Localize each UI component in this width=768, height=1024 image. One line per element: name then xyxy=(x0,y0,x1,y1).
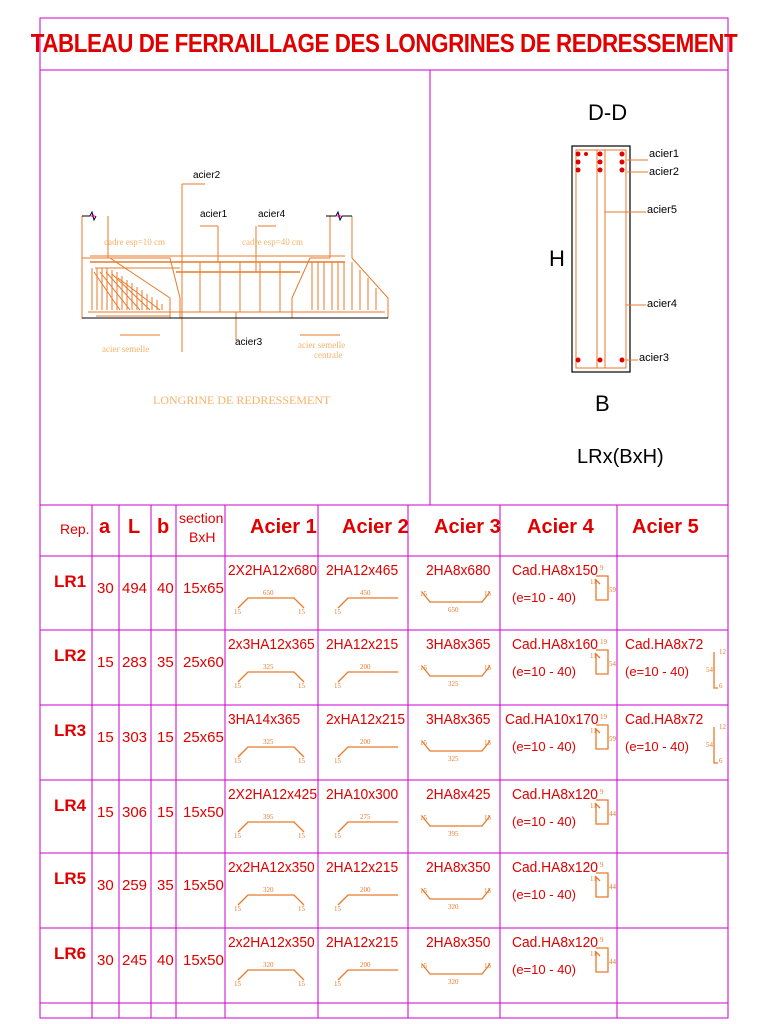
acier4-dim-side: 44 xyxy=(609,810,616,818)
acier4-dim-hook: 11 xyxy=(590,727,597,735)
row-rep: LR5 xyxy=(54,869,87,888)
acier4-dim-top: 9 xyxy=(600,861,604,869)
acier3-shape xyxy=(422,889,490,899)
acier2-dim-length: 450 xyxy=(360,589,371,597)
acier2-shape xyxy=(338,970,398,980)
acier2-dim-length: 200 xyxy=(360,961,371,969)
elevation-note-footing-right: acier semelle xyxy=(298,340,346,350)
row-b: 15 xyxy=(157,729,174,746)
acier4-dim-top: 19 xyxy=(600,638,607,646)
acier3-dim-length: 325 xyxy=(448,755,459,763)
acier1-shape xyxy=(238,895,304,905)
acier1-dim-length: 395 xyxy=(263,813,274,821)
row-acier4-spacing: (e=10 - 40) xyxy=(512,739,576,754)
acier5-dim-side: 54 xyxy=(706,666,713,674)
acier1-dim-hook-right: 15 xyxy=(298,905,305,913)
header-acier2: Acier 2 xyxy=(342,516,409,538)
row-acier4-spacing: (e=10 - 40) xyxy=(512,664,576,679)
row-L: 259 xyxy=(122,877,148,894)
acier4-stirrup-shape xyxy=(596,725,608,749)
acier4-dim-side: 54 xyxy=(609,660,616,668)
acier1-dim-hook-left: 15 xyxy=(234,757,241,765)
acier3-dim-hook-left: 15 xyxy=(420,887,427,895)
row-acier4: Cad.HA8x120 xyxy=(512,934,598,951)
row-acier5: Cad.HA8x72 xyxy=(625,711,704,728)
row-acier2: 2xHA12x215 xyxy=(326,711,406,728)
row-section: 15x50 xyxy=(183,804,224,821)
acier4-dim-hook: 11 xyxy=(590,578,597,586)
acier5-pin-shape xyxy=(714,652,718,688)
row-L: 283 xyxy=(122,654,148,671)
acier4-dim-side: 44 xyxy=(609,958,616,966)
row-acier3: 3HA8x365 xyxy=(426,711,491,728)
elevation-note-footing-right-2: centrale xyxy=(314,350,343,360)
header-acier5: Acier 5 xyxy=(632,516,699,538)
section-label-acier5: acier5 xyxy=(647,204,677,216)
acier4-stirrup-shape xyxy=(596,873,608,897)
row-acier2: 2HA12x215 xyxy=(326,859,399,876)
acier1-dim-hook-left: 15 xyxy=(234,682,241,690)
header-acier4: Acier 4 xyxy=(527,516,594,538)
acier5-dim-top: 12 xyxy=(719,723,726,731)
acier1-shape xyxy=(238,970,304,980)
row-acier1: 2x3HA12x365 xyxy=(228,636,315,653)
row-a: 30 xyxy=(97,877,114,894)
row-a: 30 xyxy=(97,952,114,969)
section-label-acier1: acier1 xyxy=(649,148,679,160)
acier3-dim-hook-left: 15 xyxy=(420,739,427,747)
acier4-dim-side: 44 xyxy=(609,883,616,891)
acier3-dim-length: 650 xyxy=(448,606,459,614)
section-label-acier3: acier3 xyxy=(639,352,669,364)
row-acier1: 2x2HA12x350 xyxy=(228,934,315,951)
header-acier1: Acier 1 xyxy=(250,516,317,538)
acier3-dim-hook-right: 15 xyxy=(484,814,491,822)
acier2-dim-length: 200 xyxy=(360,886,371,894)
acier4-stirrup-shape xyxy=(596,800,608,824)
acier4-dim-hook: 11 xyxy=(590,652,597,660)
row-rep: LR2 xyxy=(54,646,87,665)
row-L: 303 xyxy=(122,729,148,746)
acier2-dim-hook: 15 xyxy=(334,757,341,765)
elevation-note-stirrups-left: cadre esp=10 cm xyxy=(104,237,166,247)
acier2-dim-hook: 15 xyxy=(334,905,341,913)
elevation-note-footing-left: acier semelle xyxy=(102,344,150,354)
acier3-dim-hook-left: 15 xyxy=(420,962,427,970)
acier4-dim-hook: 11 xyxy=(590,950,597,958)
acier3-shape xyxy=(422,964,490,974)
row-acier5-spacing: (e=10 - 40) xyxy=(625,739,689,754)
acier1-dim-hook-left: 15 xyxy=(234,832,241,840)
row-section: 25x65 xyxy=(183,729,224,746)
elevation-label-acier2: acier2 xyxy=(193,170,221,181)
acier4-dim-top: 9 xyxy=(600,936,604,944)
section-label-acier4: acier4 xyxy=(647,298,677,310)
acier4-dim-top: 9 xyxy=(600,788,604,796)
row-acier3: 2HA8x680 xyxy=(426,562,491,579)
row-b: 35 xyxy=(157,877,174,894)
section-height-label: H xyxy=(549,246,565,271)
acier4-dim-side: 59 xyxy=(609,586,616,594)
header-bxh: BxH xyxy=(189,529,216,545)
acier5-pin-shape xyxy=(714,727,718,763)
acier1-dim-hook-right: 15 xyxy=(298,682,305,690)
row-acier3: 2HA8x425 xyxy=(426,786,491,803)
acier3-dim-hook-right: 15 xyxy=(484,887,491,895)
row-rep: LR3 xyxy=(54,721,87,740)
row-acier4: Cad.HA8x120 xyxy=(512,786,598,803)
row-b: 15 xyxy=(157,804,174,821)
acier2-dim-hook: 15 xyxy=(334,682,341,690)
acier3-dim-length: 320 xyxy=(448,978,459,986)
row-rep: LR1 xyxy=(54,572,87,591)
row-acier2: 2HA12x215 xyxy=(326,636,399,653)
acier2-shape xyxy=(338,747,398,757)
acier1-dim-hook-right: 15 xyxy=(298,757,305,765)
acier1-dim-hook-left: 15 xyxy=(234,905,241,913)
acier2-shape xyxy=(338,895,398,905)
row-L: 245 xyxy=(122,952,148,969)
elevation-label-acier3: acier3 xyxy=(235,337,263,348)
row-section: 15x50 xyxy=(183,952,224,969)
row-b: 40 xyxy=(157,952,174,969)
row-acier3: 2HA8x350 xyxy=(426,859,491,876)
acier1-dim-hook-left: 15 xyxy=(234,980,241,988)
acier2-shape xyxy=(338,822,398,832)
row-acier1: 2X2HA12x425 xyxy=(228,786,318,803)
acier4-dim-side: 59 xyxy=(609,735,616,743)
acier1-dim-hook-right: 15 xyxy=(298,608,305,616)
acier3-dim-hook-right: 15 xyxy=(484,590,491,598)
acier2-dim-length: 275 xyxy=(360,813,371,821)
acier1-dim-length: 325 xyxy=(263,738,274,746)
elevation-label-acier1: acier1 xyxy=(200,209,228,220)
acier1-dim-length: 320 xyxy=(263,961,274,969)
acier1-dim-hook-right: 15 xyxy=(298,832,305,840)
row-acier4: Cad.HA8x160 xyxy=(512,636,598,653)
row-acier1: 2x2HA12x350 xyxy=(228,859,315,876)
acier2-dim-hook: 15 xyxy=(334,608,341,616)
acier3-dim-hook-right: 15 xyxy=(484,739,491,747)
section-caption: LRx(BxH) xyxy=(577,446,664,468)
row-rep: LR4 xyxy=(54,796,87,815)
row-acier4: Cad.HA10x170 xyxy=(505,711,599,728)
acier1-dim-hook-left: 15 xyxy=(234,608,241,616)
acier1-dim-length: 325 xyxy=(263,663,274,671)
header-rep: Rep. xyxy=(60,521,90,537)
acier2-dim-hook: 15 xyxy=(334,980,341,988)
row-acier1: 3HA14x365 xyxy=(228,711,301,728)
acier4-dim-hook: 11 xyxy=(590,802,597,810)
row-b: 40 xyxy=(157,580,174,597)
acier1-shape xyxy=(238,747,304,757)
acier4-stirrup-shape xyxy=(596,576,608,600)
row-rep: LR6 xyxy=(54,944,87,963)
row-acier2: 2HA12x465 xyxy=(326,562,399,579)
row-acier4: Cad.HA8x120 xyxy=(512,859,598,876)
row-acier4-spacing: (e=10 - 40) xyxy=(512,814,576,829)
acier2-dim-length: 200 xyxy=(360,738,371,746)
row-section: 15x50 xyxy=(183,877,224,894)
header-acier3: Acier 3 xyxy=(434,516,501,538)
acier2-dim-length: 200 xyxy=(360,663,371,671)
row-acier2: 2HA10x300 xyxy=(326,786,399,803)
acier3-dim-length: 320 xyxy=(448,903,459,911)
section-label-acier2: acier2 xyxy=(649,166,679,178)
row-b: 35 xyxy=(157,654,174,671)
acier4-stirrup-shape xyxy=(596,948,608,972)
elevation-label-acier4: acier4 xyxy=(258,209,286,220)
row-a: 15 xyxy=(97,654,114,671)
row-L: 494 xyxy=(122,580,148,597)
row-acier4-spacing: (e=10 - 40) xyxy=(512,590,576,605)
header-section: section xyxy=(179,510,224,526)
acier4-dim-hook: 11 xyxy=(590,875,597,883)
row-section: 15x65 xyxy=(183,580,224,597)
acier3-shape xyxy=(422,666,490,676)
acier4-dim-top: 9 xyxy=(600,564,604,572)
row-acier4-spacing: (e=10 - 40) xyxy=(512,887,576,902)
acier4-stirrup-shape xyxy=(596,650,608,674)
acier5-dim-top: 12 xyxy=(719,648,726,656)
row-section: 25x60 xyxy=(183,654,224,671)
row-acier3: 2HA8x350 xyxy=(426,934,491,951)
page-title: TABLEAU DE FERRAILLAGE DES LONGRINES DE REDRESSEMENT xyxy=(30,27,738,58)
acier2-shape xyxy=(338,672,398,682)
elevation-note-stirrups-right: cadre esp=40 cm xyxy=(242,237,304,247)
acier3-dim-hook-left: 15 xyxy=(420,814,427,822)
acier1-dim-length: 650 xyxy=(263,589,274,597)
acier5-dim-hook: 6 xyxy=(719,682,723,690)
header-a: a xyxy=(99,516,111,538)
acier2-dim-hook: 15 xyxy=(334,832,341,840)
row-L: 306 xyxy=(122,804,148,821)
acier1-shape xyxy=(238,822,304,832)
row-acier4-spacing: (e=10 - 40) xyxy=(512,962,576,977)
acier3-dim-hook-left: 15 xyxy=(420,664,427,672)
row-acier3: 3HA8x365 xyxy=(426,636,491,653)
row-a: 15 xyxy=(97,804,114,821)
acier3-dim-hook-left: 15 xyxy=(420,590,427,598)
acier4-dim-top: 19 xyxy=(600,713,607,721)
acier1-shape xyxy=(238,672,304,682)
acier5-dim-hook: 6 xyxy=(719,757,723,765)
row-acier1: 2X2HA12x680 xyxy=(228,562,318,579)
elevation-caption: LONGRINE DE REDRESSEMENT xyxy=(153,393,331,407)
row-a: 15 xyxy=(97,729,114,746)
row-acier4: Cad.HA8x150 xyxy=(512,562,598,579)
row-acier5-spacing: (e=10 - 40) xyxy=(625,664,689,679)
row-acier5: Cad.HA8x72 xyxy=(625,636,704,653)
acier1-dim-length: 320 xyxy=(263,886,274,894)
acier3-dim-length: 325 xyxy=(448,680,459,688)
acier3-shape xyxy=(422,816,490,826)
acier3-dim-hook-right: 15 xyxy=(484,962,491,970)
acier3-dim-hook-right: 15 xyxy=(484,664,491,672)
acier1-dim-hook-right: 15 xyxy=(298,980,305,988)
section-title: D-D xyxy=(588,100,628,125)
acier3-shape xyxy=(422,741,490,751)
acier5-dim-side: 54 xyxy=(706,741,713,749)
row-acier2: 2HA12x215 xyxy=(326,934,399,951)
section-width-label: B xyxy=(595,391,610,416)
row-a: 30 xyxy=(97,580,114,597)
acier3-dim-length: 395 xyxy=(448,830,459,838)
acier2-shape xyxy=(338,598,398,608)
header-L: L xyxy=(128,516,141,538)
acier1-shape xyxy=(238,598,304,608)
acier3-shape xyxy=(422,592,490,602)
header-b: b xyxy=(157,516,170,538)
